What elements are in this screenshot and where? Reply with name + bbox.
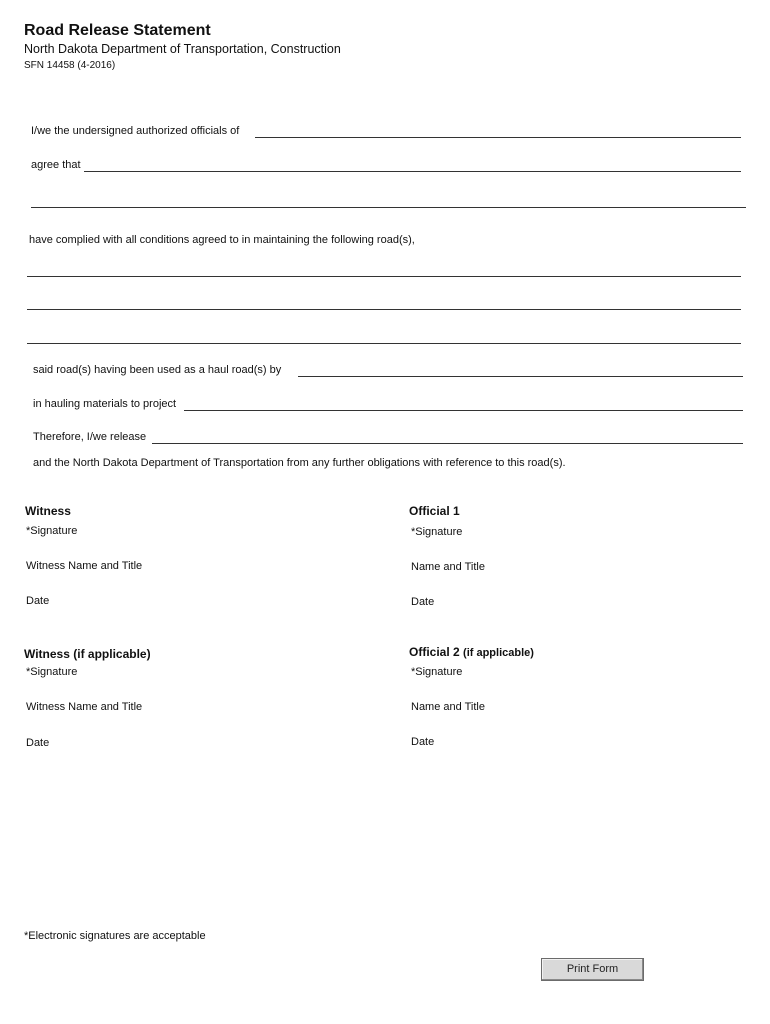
print-form-button[interactable]: Print Form bbox=[541, 958, 644, 981]
road-line-3 bbox=[27, 343, 741, 344]
official-1-heading: Official 1 bbox=[409, 504, 460, 518]
road-input-3[interactable] bbox=[29, 328, 739, 342]
project-input[interactable] bbox=[186, 396, 741, 410]
haul-road-label: said road(s) having been used as a haul road(s) by bbox=[33, 364, 282, 376]
haul-road-input[interactable] bbox=[300, 362, 741, 376]
agree-that-input[interactable] bbox=[86, 157, 739, 171]
official-1-date-label: Date bbox=[411, 596, 435, 608]
hauling-label: in hauling materials to project bbox=[33, 398, 177, 410]
complied-label: have complied with all conditions agreed to in maintaining the following road(s), bbox=[29, 234, 415, 246]
official-2-heading bbox=[409, 645, 534, 659]
official-2-signature-label: *Signature bbox=[411, 666, 463, 678]
official-2-date-label: Date bbox=[411, 736, 435, 748]
release-line bbox=[152, 443, 743, 444]
witness-2-date-label: Date bbox=[26, 737, 50, 749]
official-1-name-label: Name and Title bbox=[411, 561, 485, 573]
form-number: SFN 14458 (4-2016) bbox=[24, 60, 116, 71]
road-line-1 bbox=[27, 276, 741, 277]
witness-date-label: Date bbox=[26, 595, 50, 607]
department-name: North Dakota Department of Transportation, Construction bbox=[24, 42, 341, 56]
therefore-label: Therefore, I/we release bbox=[33, 431, 147, 443]
haul-road-line bbox=[298, 376, 743, 377]
official-1-signature-label: *Signature bbox=[411, 526, 463, 538]
release-input[interactable] bbox=[154, 429, 741, 443]
witness-date-input[interactable] bbox=[60, 594, 260, 608]
agree-that-continuation-line bbox=[31, 207, 746, 208]
witness-name-label: Witness Name and Title bbox=[26, 560, 143, 572]
witness-name-input[interactable] bbox=[156, 559, 376, 573]
witness-signature-input[interactable] bbox=[96, 524, 376, 538]
agree-that-label: agree that bbox=[31, 159, 81, 171]
witness-2-signature-input[interactable] bbox=[96, 665, 376, 679]
road-input-2[interactable] bbox=[29, 294, 739, 308]
road-input-1[interactable] bbox=[29, 261, 739, 275]
witness-2-signature-label: *Signature bbox=[26, 666, 78, 678]
release-text: and the North Dakota Department of Transportation from any further obligations with reference to this road(s). bbox=[33, 457, 566, 469]
officials-of-input[interactable] bbox=[257, 123, 739, 137]
project-line bbox=[184, 410, 743, 411]
witness-2-date-input[interactable] bbox=[60, 736, 260, 750]
official-2-name-input[interactable] bbox=[500, 700, 740, 714]
official-2-heading-text: Official 2 bbox=[409, 645, 460, 659]
witness-2-name-input[interactable] bbox=[156, 700, 376, 714]
officials-of-line bbox=[255, 137, 741, 138]
witness-2-name-label: Witness Name and Title bbox=[26, 701, 143, 713]
official-1-name-input[interactable] bbox=[500, 560, 740, 574]
official-1-date-input[interactable] bbox=[445, 595, 645, 609]
official-2-date-input[interactable] bbox=[445, 735, 645, 749]
esign-note: *Electronic signatures are acceptable bbox=[24, 930, 206, 942]
officials-of-label: I/we the undersigned authorized officials of bbox=[31, 125, 240, 137]
official-2-heading-suffix: (if applicable) bbox=[463, 647, 534, 659]
witness-heading: Witness bbox=[25, 504, 71, 518]
official-2-name-label: Name and Title bbox=[411, 701, 485, 713]
official-2-signature-input[interactable] bbox=[480, 665, 740, 679]
witness-signature-label: *Signature bbox=[26, 525, 78, 537]
agree-that-continuation-input[interactable] bbox=[33, 192, 744, 206]
official-1-signature-input[interactable] bbox=[480, 525, 740, 539]
agree-that-line bbox=[84, 171, 741, 172]
road-line-2 bbox=[27, 309, 741, 310]
witness-2-heading: Witness (if applicable) bbox=[24, 647, 151, 661]
form-title: Road Release Statement bbox=[24, 22, 211, 39]
